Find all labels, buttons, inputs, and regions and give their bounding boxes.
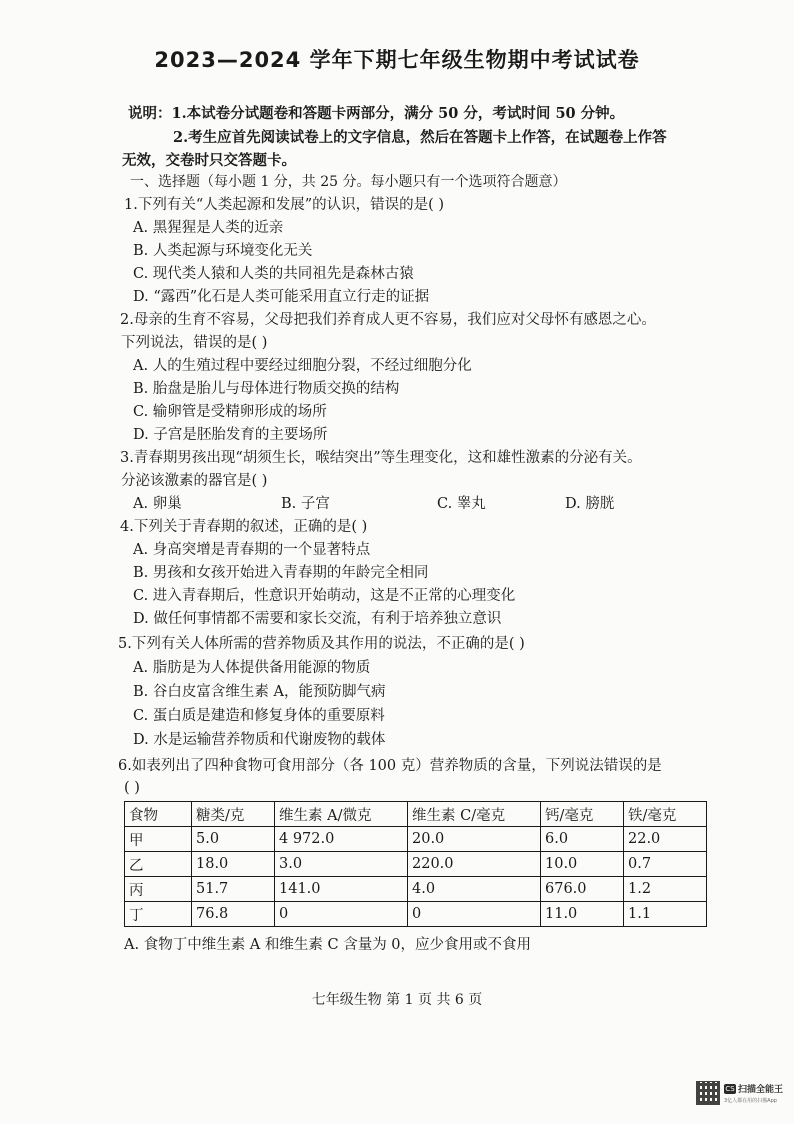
scanner-tagline: 3亿人都在用的扫描App [724, 1098, 777, 1104]
q1-option-a: A. 黑猩猩是人类的近亲 [133, 220, 284, 236]
q3-option-a: A. 卵巢 [133, 496, 182, 512]
q2-stem-1: 2.母亲的生育不容易，父母把我们养育成人更不容易，我们应对父母怀有感恩之心。 [120, 312, 656, 328]
table-cell: 76.8 [192, 902, 275, 927]
table-header-cell: 铁/毫克 [624, 802, 707, 827]
q6-stem-2: ( ) [124, 780, 140, 796]
table-cell: 0 [275, 902, 408, 927]
q4-option-d: D. 做任何事情都不需要和家长交流，有利于培养独立意识 [133, 611, 502, 627]
table-cell: 4.0 [408, 877, 541, 902]
table-row [125, 852, 707, 877]
table-cell: 乙 [125, 852, 192, 877]
q1-stem: 1.下列有关“人类起源和发展”的认识，错误的是( ) [124, 197, 445, 213]
q1-option-d: D. “露西”化石是人类可能采用直立行走的证据 [133, 289, 430, 305]
scanner-app-name: 扫描全能王 [738, 1085, 784, 1095]
table-header-cell: 钙/毫克 [541, 802, 624, 827]
table-row [125, 827, 707, 852]
q5-option-b: B. 谷白皮富含维生素 A，能预防脚气病 [133, 684, 386, 700]
q2-option-b: B. 胎盘是胎儿与母体进行物质交换的结构 [133, 381, 400, 397]
q3-stem-1: 3.青春期男孩出现“胡须生长，喉结突出”等生理变化，这和雄性激素的分泌有关。 [120, 450, 642, 466]
table-cell: 5.0 [192, 827, 275, 852]
table-cell: 6.0 [541, 827, 624, 852]
q3-option-c: C. 睾丸 [437, 496, 486, 512]
table-cell: 20.0 [408, 827, 541, 852]
page-footer: 七年级生物 第 1 页 共 6 页 [311, 992, 483, 1008]
instructions-line-1: 说明：1.本试卷分试题卷和答题卡两部分，满分 50 分，考试时间 50 分钟。 [128, 105, 625, 122]
table-cell: 甲 [125, 827, 192, 852]
instructions-line-2: 2.考生应首先阅读试卷上的文字信息，然后在答题卡上作答，在试题卷上作答 [173, 129, 667, 146]
table-header-cell: 食物 [125, 802, 192, 827]
q5-option-c: C. 蛋白质是建造和修复身体的重要原料 [133, 708, 385, 724]
qr-code-icon [696, 1081, 720, 1105]
q5-stem: 5.下列有关人体所需的营养物质及其作用的说法，不正确的是( ) [118, 636, 525, 652]
q3-option-d: D. 膀胱 [565, 496, 615, 512]
exam-title: 2023—2024 学年下期七年级生物期中考试试卷 [154, 48, 640, 72]
table-header-cell: 维生素 C/毫克 [408, 802, 541, 827]
q4-option-b: B. 男孩和女孩开始进入青春期的年龄完全相同 [133, 565, 429, 581]
table-header-cell: 维生素 A/微克 [275, 802, 408, 827]
table-cell: 1.2 [624, 877, 707, 902]
q6-stem-1: 6.如表列出了四种食物可食用部分（各 100 克）营养物质的含量，下列说法错误的是 [118, 758, 662, 774]
q4-option-c: C. 进入青春期后，性意识开始萌动，这是不正常的心理变化 [133, 588, 516, 604]
table-cell: 4 972.0 [275, 827, 408, 852]
table-cell: 141.0 [275, 877, 408, 902]
q2-option-a: A. 人的生殖过程中要经过细胞分裂，不经过细胞分化 [133, 358, 472, 374]
q3-option-b: B. 子宫 [281, 496, 330, 512]
nutrition-table [124, 801, 707, 927]
table-cell: 丙 [125, 877, 192, 902]
table-cell: 11.0 [541, 902, 624, 927]
q2-stem-2: 下列说法，错误的是( ) [121, 335, 268, 351]
q4-option-a: A. 身高突增是青春期的一个显著特点 [133, 542, 371, 558]
table-cell: 丁 [125, 902, 192, 927]
table-cell: 3.0 [275, 852, 408, 877]
q4-stem: 4.下列关于青春期的叙述，正确的是( ) [120, 519, 368, 535]
table-cell: 220.0 [408, 852, 541, 877]
table-cell: 0 [408, 902, 541, 927]
table-cell: 676.0 [541, 877, 624, 902]
table-cell: 22.0 [624, 827, 707, 852]
q6-option-a: A. 食物丁中维生素 A 和维生素 C 含量为 0，应少食用或不食用 [124, 937, 532, 953]
q5-option-a: A. 脂肪是为人体提供备用能源的物质 [133, 660, 371, 676]
table-row [125, 902, 707, 927]
table-cell: 0.7 [624, 852, 707, 877]
table-cell: 51.7 [192, 877, 275, 902]
camscanner-logo-icon: CS [725, 1085, 735, 1093]
q1-option-c: C. 现代类人猿和人类的共同祖先是森林古猿 [133, 266, 414, 282]
q2-option-c: C. 输卵管是受精卵形成的场所 [133, 404, 327, 420]
instructions-line-3: 无效，交卷时只交答题卡。 [122, 152, 296, 169]
table-cell: 1.1 [624, 902, 707, 927]
section-heading: 一、选择题（每小题 1 分，共 25 分。每小题只有一个选项符合题意） [130, 174, 567, 190]
q3-stem-2: 分泌该激素的器官是( ) [121, 473, 268, 489]
table-header-cell: 糖类/克 [192, 802, 275, 827]
q1-option-b: B. 人类起源与环境变化无关 [133, 243, 313, 259]
table-row [125, 877, 707, 902]
q2-option-d: D. 子宫是胚胎发育的主要场所 [133, 427, 328, 443]
table-header-row [125, 802, 707, 827]
table-cell: 18.0 [192, 852, 275, 877]
q5-option-d: D. 水是运输营养物质和代谢废物的载体 [133, 732, 386, 748]
table-cell: 10.0 [541, 852, 624, 877]
